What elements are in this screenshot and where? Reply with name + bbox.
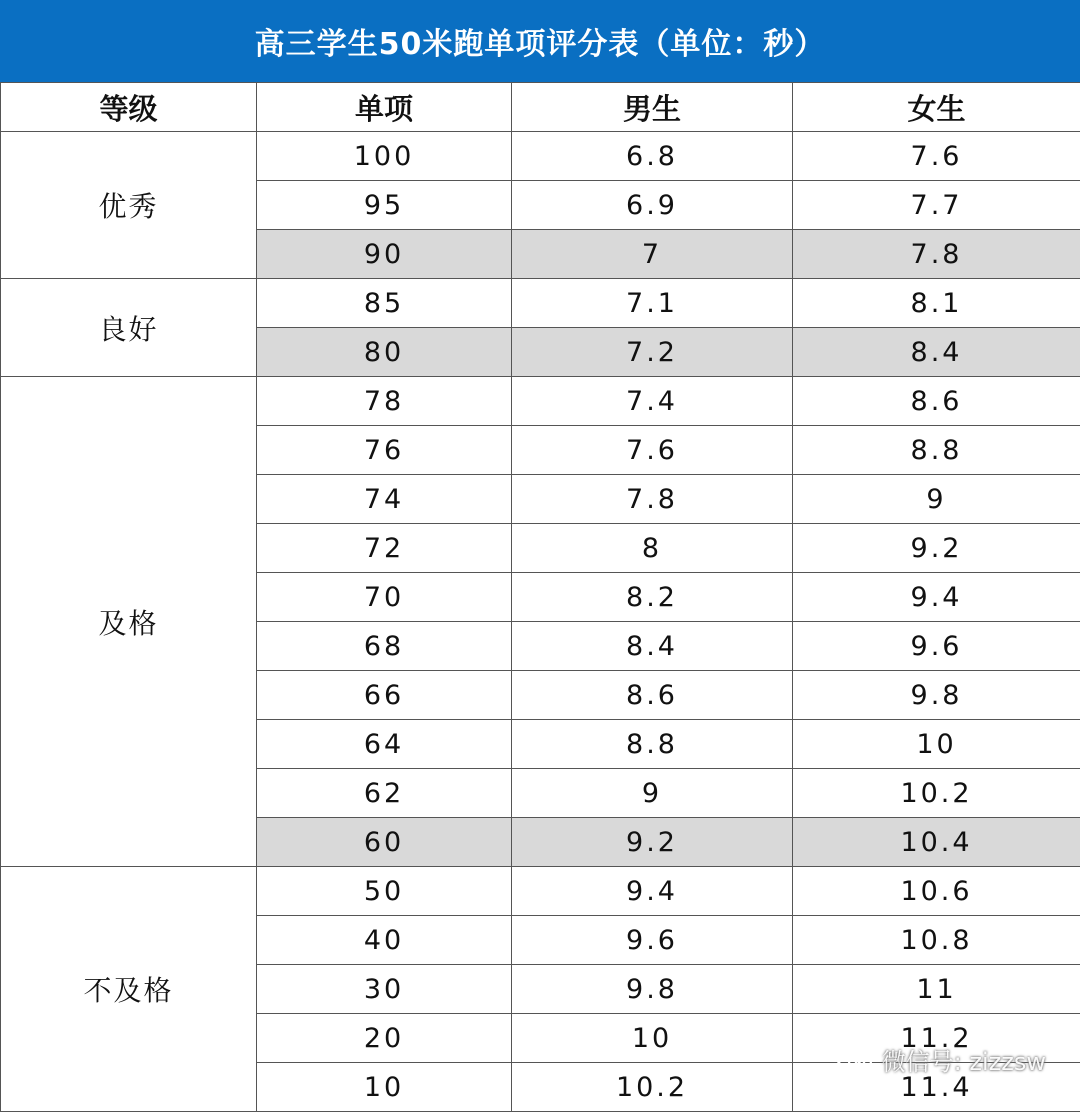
grade-cell: 优秀 [1,132,257,279]
score-cell: 76 [257,426,512,475]
table-row [1,279,1080,328]
grade-cell: 良好 [1,279,257,377]
score-cell: 90 [257,230,512,279]
female-time-cell: 7.7 [793,181,1080,230]
female-time-cell: 9.2 [793,524,1080,573]
score-cell: 85 [257,279,512,328]
grade-cell: 不及格 [1,867,257,1112]
female-time-cell: 10.8 [793,916,1080,965]
male-time-cell: 9.8 [512,965,793,1014]
female-time-cell: 9.6 [793,622,1080,671]
male-time-cell: 6.9 [512,181,793,230]
table-row [1,132,1080,181]
male-time-cell: 10 [512,1014,793,1063]
male-time-cell: 10.2 [512,1063,793,1112]
watermark [834,1042,1046,1077]
male-time-cell: 8.6 [512,671,793,720]
score-cell: 70 [257,573,512,622]
female-time-cell: 10.2 [793,769,1080,818]
male-time-cell: 8.8 [512,720,793,769]
header-male: 男生 [512,83,793,132]
male-time-cell: 8.2 [512,573,793,622]
score-cell: 68 [257,622,512,671]
female-time-cell: 7.8 [793,230,1080,279]
male-time-cell: 6.8 [512,132,793,181]
male-time-cell: 9 [512,769,793,818]
female-time-cell: 8.4 [793,328,1080,377]
header-female: 女生 [793,83,1080,132]
female-time-cell: 10.4 [793,818,1080,867]
female-time-cell: 10.6 [793,867,1080,916]
score-cell: 100 [257,132,512,181]
female-time-cell: 9 [793,475,1080,524]
score-cell: 64 [257,720,512,769]
male-time-cell: 7.6 [512,426,793,475]
score-cell: 62 [257,769,512,818]
score-cell: 30 [257,965,512,1014]
male-time-cell: 9.2 [512,818,793,867]
male-time-cell: 9.4 [512,867,793,916]
watermark-text: 微信号: zizzsw [882,1042,1046,1077]
wechat-icon [834,1043,874,1077]
score-cell: 80 [257,328,512,377]
male-time-cell: 8 [512,524,793,573]
male-time-cell: 7.4 [512,377,793,426]
score-cell: 72 [257,524,512,573]
score-table [0,82,1080,1112]
header-grade: 等级 [1,83,257,132]
female-time-cell: 9.4 [793,573,1080,622]
female-time-cell: 11.2 [793,1014,1080,1063]
header-row [1,83,1080,132]
score-cell: 50 [257,867,512,916]
score-cell: 20 [257,1014,512,1063]
score-cell: 74 [257,475,512,524]
female-time-cell: 11 [793,965,1080,1014]
male-time-cell: 7.1 [512,279,793,328]
score-cell: 10 [257,1063,512,1112]
male-time-cell: 8.4 [512,622,793,671]
grade-cell: 及格 [1,377,257,867]
table-row [1,377,1080,426]
male-time-cell: 9.6 [512,916,793,965]
score-cell: 60 [257,818,512,867]
female-time-cell: 8.1 [793,279,1080,328]
header-score: 单项 [257,83,512,132]
female-time-cell: 8.6 [793,377,1080,426]
female-time-cell: 8.8 [793,426,1080,475]
female-time-cell: 11.4 [793,1063,1080,1112]
table-row [1,867,1080,916]
female-time-cell: 10 [793,720,1080,769]
female-time-cell: 7.6 [793,132,1080,181]
page-title: 高三学生50米跑单项评分表（单位：秒） [0,0,1080,82]
male-time-cell: 7.2 [512,328,793,377]
score-cell: 95 [257,181,512,230]
score-cell: 40 [257,916,512,965]
female-time-cell: 9.8 [793,671,1080,720]
table-body [1,132,1080,1112]
score-cell: 78 [257,377,512,426]
male-time-cell: 7.8 [512,475,793,524]
male-time-cell: 7 [512,230,793,279]
score-cell: 66 [257,671,512,720]
